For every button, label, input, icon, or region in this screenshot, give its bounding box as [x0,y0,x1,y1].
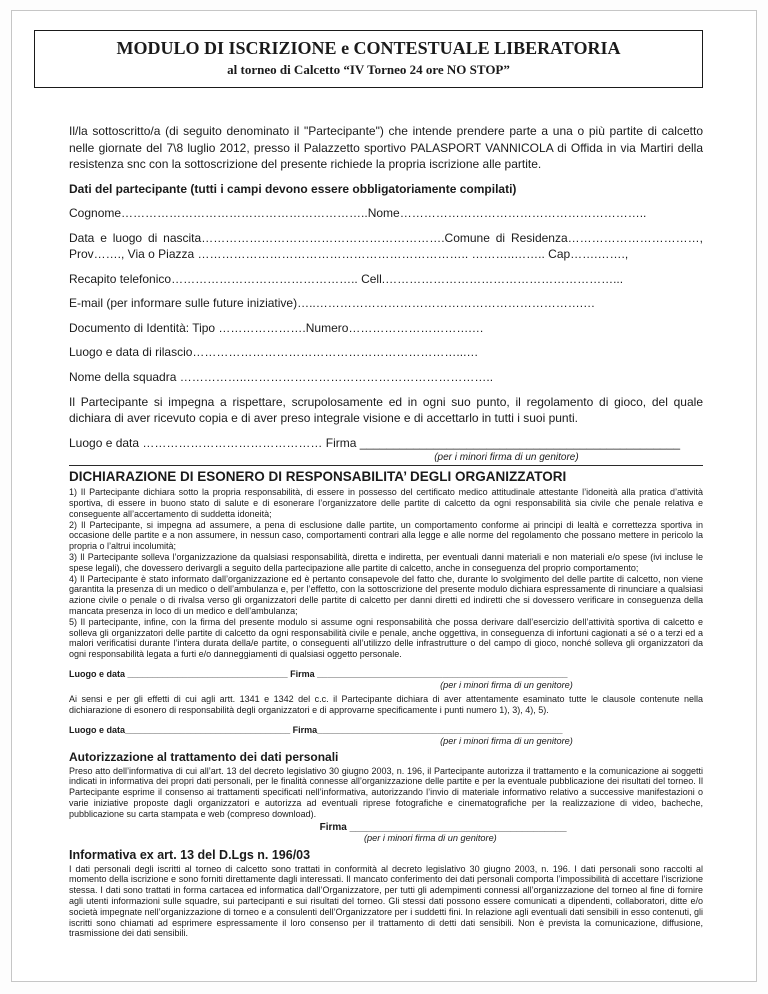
waiver-signature-line: Luogo e data ________________________________ Firma __________________________________________________ [69,668,568,679]
minor-signature-note: (per i minori firma di un genitore) [440,735,573,746]
field-line-documento: Documento di Identità: Tipo ………………….Numero………………………….… [69,320,484,335]
intro-paragraph: Il/la sottoscritto/a (di seguito denominato il "Partecipante") che intende prendere parte a una o più partite di calcetto nelle giornate del 7\8 luglio 2012, presso il Palazzetto sportivo PALASPORT VANNICOLA di Offida in via Martiri della resistenza snc con la sottoscrizione del presente richiede la propria iscrizione alle partite. [69,124,703,172]
field-line-squadra: Nome della squadra ……………..…………………………………………………….. [69,370,494,385]
document-page [11,10,757,982]
minor-signature-note: (per i minori firma di un genitore) [440,679,573,690]
consent-clause-paragraph: Ai sensi e per gli effetti di cui agli artt. 1341 e 1342 del c.c. il Partecipante dichiara di aver attentamente esaminato tutte le clausole contenute nella dichiarazione di esonero di responsabilità degli organizzatori e di approvarne specificamente i punti numero 1), 3), 4), 5). [69,693,703,715]
field-line-email: E-mail (per informare sulle future iniziative)…..………………………………………………………….… [69,296,596,311]
field-line-nascita-residenza: Data e luogo di nascita…………………………………………………….Comune di Residenza……………………………, Prov……., Via o Piazza ………………………………………………………….. ………..…….. Cap…….……., [69,230,703,262]
section-divider [69,465,703,466]
form-header-box [34,30,703,88]
commitment-paragraph: Il Partecipante si impegna a rispettare, scrupolosamente ed in ogni suo punto, il regolamento di gioco, del quale dichiara di aver ricevuto copia e di aver preso integrale visione e di accettarlo in tutti i suoi punti. [69,394,703,426]
informativa-section-heading: Informativa ex art. 13 del D.Lgs n. 196/03 [69,847,311,862]
waiver-clause-3: 3) Il Partecipante solleva l’organizzazione da qualsiasi responsabilità, diretta e indiretta, per eventuali danni materiali e non materiali e/o spese (ivi incluse le spese legali), che dovessero derivargli a seguito della partecipazione alle partite di calcetto, anche in conseguenza del proprio comportamento; [69,551,703,573]
form-subtitle: al torneo di Calcetto “IV Torneo 24 ore NO STOP” [227,62,510,77]
minor-signature-note: (per i minori firma di un genitore) [434,452,579,464]
waiver-clause-2: 2) Il Partecipante, si impegna ad assumere, a pena di esclusione dalle partite, un comportamento conforme ai principi di lealtà e correttezza sportiva in occasione delle partite e a non assumere, in nessun caso, comportamenti contrari alla legge e alle norme del regolamento che possano mettere in pericolo la propria o l’altrui incolumità; [69,519,703,552]
field-line-rilascio: Luogo e data di rilascio…………………………………………………………...… [69,345,479,360]
document-body [69,123,703,939]
minor-signature-note: (per i minori firma di un genitore) [363,832,497,843]
waiver-clause-1: 1) Il Partecipante dichiara sotto la propria responsabilità, di essere in possesso del certificato medico attitudinale attestante l’idoneità alla pratica d’attività sportiva, di essere in buono stato di salute e di esonerare l’organizzatore delle partite di calcetto da ogni responsabilità sia civile che penale relativa e conseguente all’accertamento di suddetta idoneità; [69,487,703,519]
privacy-paragraph: Preso atto dell’informativa di cui all’art. 13 del decreto legislativo 30 giugno 2003, n. 196, il Partecipante autorizza il trattamento e la comunicazione ai soggetti indicati in informativa dei propri dati personali, per le finalità connesse all’organizzazione delle partite e per la eventuale pubblicazione dei risultati del torneo. Il Partecipante esprime il consenso ai trattamenti specificati nell’informativa, autorizzando l’invio di materiale informativo relativo a successive manifestazioni o varie iniziative proposte dagli organizzatori e autorizza ad eventuali riprese fotografiche e cinematografiche per la realizzazione di video, bacheche, pubblicazione su carta stampata e web (compreso download). [69,765,703,819]
signature-line-main: Luogo e data ……………………………………… Firma ________________________________________________ [69,435,681,450]
privacy-section-heading: Autorizzazione al trattamento dei dati personali [69,749,339,764]
field-line-cognome-nome: Cognome……………………………………………………..Nome…………………………………………………….. [69,206,647,221]
field-line-telefono: Recapito telefonico……………………………………….. Cell.…………………………………………………... [69,271,624,286]
waiver-section-heading: DICHIARAZIONE DI ESONERO DI RESPONSABILITA’ DEGLI ORGANIZZATORI [69,469,567,485]
informativa-paragraph: I dati personali degli iscritti al torneo di calcetto sono trattati in conformità al decreto legislativo 30 giugno 2003, n. 196. I dati personali sono raccolti al momento della iscrizione e sono forniti direttamente dagli interessati. Il mancato conferimento dei dati personali comporta l’impossibilità di accettare l’iscrizione stessa. I dati sono trattati in forma cartacea ed informatica dall’Organizzatore, per tutti gli adempimenti connessi all’organizzazione del torneo al fine di fornire agli utenti informazioni sulle squadre, sui partecipanti e sui risultati del torneo. Gli stessi dati possono essere comunicati a dipendenti, collaboratori, ditte e/o società impegnate nell’organizzazione di torneo e a consulenti dell’Organizzatore per i suddetti fini. In relazione agli eventuali dati sensibili in esso contenuti, gli iscritti sono chiamati ad esprimere espressamente il loro consenso per il trattamento di detti dati sensibili. Non è prevista la comunicazione, diffusione, trasmissione dei dati sensibili. [69,863,703,939]
waiver-clause-5: 5) Il partecipante, infine, con la firma del presente modulo si assume ogni responsabilità che possa derivare dall’esercizio dell’attività sportiva di calcetto e solleva gli organizzatori delle partite di calcetto da ogni responsabilità civile e penale, anche oggettiva, in conseguenza di infortuni cagionati a sé o a terzi ed a malori verificatisi durante l’intera durata della/e partite, o conseguenti all’utilizzo delle infrastrutture o del campo di gioco, nonché solleva gli organizzatori da ogni responsabilità legata a furti e/o danneggiamenti di qualsiasi oggetto personale. [69,616,703,660]
privacy-signature-line: Firma _______________________________________ [319,821,567,833]
waiver-clause-4: 4) Il Partecipante è stato informato dall’organizzazione ed è pertanto consapevole del fatto che, durante lo svolgimento del delle partite di calcetto, non viene garantita la presenza di un medico o dell’ambulanza e, per l’effetto, con la sottoscrizione del presente modulo dichiara espressamente di rinunciare a qualsiasi azione civile o penale o di rivalsa verso gli organizzatori delle partite di calcetto per danni diretti ed indiretti che si dovessero verificare in conseguenza della mancata presenza in loco di un medico e dell’ambulanza; [69,573,703,616]
waiver-signature-line-2: Luogo e data_________________________________ Firma_________________________________________________ [69,724,563,735]
participant-data-heading: Dati del partecipante (tutti i campi devono essere obbligatoriamente compilati) [69,181,517,196]
form-title: MODULO DI ISCRIZIONE e CONTESTUALE LIBERATORIA [116,38,621,58]
